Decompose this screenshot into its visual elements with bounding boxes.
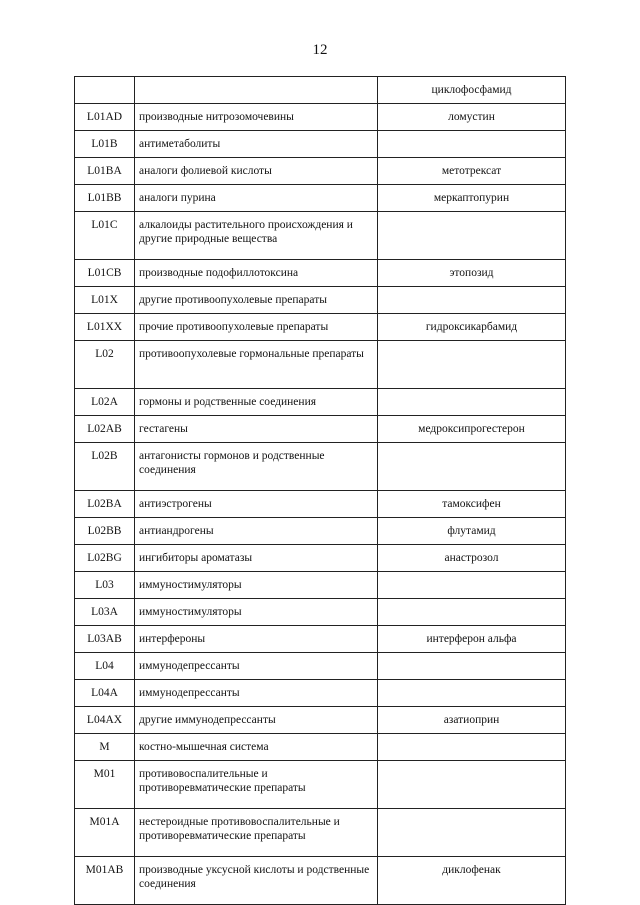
table-row [75, 287, 566, 314]
group-name-cell: прочие противоопухолевые препараты [135, 314, 378, 341]
atc-code-cell: L02BB [75, 518, 135, 545]
drug-name-cell: диклофенак [378, 857, 566, 905]
group-name-cell: нестероидные противовоспалительные и противоревматические препараты [135, 809, 378, 857]
table-row [75, 626, 566, 653]
group-name-cell: другие иммунодепрессанты [135, 707, 378, 734]
group-name-cell: антагонисты гормонов и родственные соединения [135, 443, 378, 491]
table-row [75, 491, 566, 518]
drug-name-cell: метотрексат [378, 158, 566, 185]
drug-name-cell [378, 287, 566, 314]
drug-name-cell [378, 131, 566, 158]
table-row [75, 545, 566, 572]
atc-code-cell: L01CB [75, 260, 135, 287]
table-row [75, 761, 566, 809]
table-row [75, 599, 566, 626]
group-name-cell: антиметаболиты [135, 131, 378, 158]
atc-code-cell: L04 [75, 653, 135, 680]
drug-name-cell: ломустин [378, 104, 566, 131]
group-name-cell [135, 77, 378, 104]
drug-name-cell: азатиоприн [378, 707, 566, 734]
table-row [75, 443, 566, 491]
drug-name-cell [378, 809, 566, 857]
group-name-cell: иммуностимуляторы [135, 572, 378, 599]
drug-name-cell: меркаптопурин [378, 185, 566, 212]
drug-name-cell [378, 653, 566, 680]
atc-code-cell: L03 [75, 572, 135, 599]
drug-name-cell [378, 572, 566, 599]
atc-code-cell: L03AB [75, 626, 135, 653]
table-row [75, 680, 566, 707]
drug-name-cell [378, 680, 566, 707]
table-row [75, 104, 566, 131]
atc-code-cell: L02A [75, 389, 135, 416]
group-name-cell: иммуностимуляторы [135, 599, 378, 626]
group-name-cell: другие противоопухолевые препараты [135, 287, 378, 314]
group-name-cell: иммунодепрессанты [135, 680, 378, 707]
atc-table-body [75, 77, 566, 905]
atc-code-cell: L02B [75, 443, 135, 491]
atc-code-cell: L01X [75, 287, 135, 314]
drug-name-cell: медроксипрогестерон [378, 416, 566, 443]
drug-name-cell: анастрозол [378, 545, 566, 572]
atc-code-cell: L04AX [75, 707, 135, 734]
table-row [75, 341, 566, 389]
table-row [75, 158, 566, 185]
table-row [75, 809, 566, 857]
atc-code-cell: L01BB [75, 185, 135, 212]
atc-code-cell: L02 [75, 341, 135, 389]
atc-code-cell: L01C [75, 212, 135, 260]
table-row [75, 518, 566, 545]
table-row [75, 314, 566, 341]
group-name-cell: аналоги пурина [135, 185, 378, 212]
page-number: 12 [312, 42, 328, 58]
atc-code-cell: M01AB [75, 857, 135, 905]
atc-code-cell: L04A [75, 680, 135, 707]
drug-name-cell [378, 761, 566, 809]
atc-code-cell: L03A [75, 599, 135, 626]
atc-code-cell: L02BG [75, 545, 135, 572]
atc-code-cell: L01XX [75, 314, 135, 341]
group-name-cell: алкалоиды растительного происхождения и другие природные вещества [135, 212, 378, 260]
drug-name-cell [378, 734, 566, 761]
atc-code-cell [75, 77, 135, 104]
drug-name-cell [378, 212, 566, 260]
group-name-cell: гормоны и родственные соединения [135, 389, 378, 416]
group-name-cell: производные подофиллотоксина [135, 260, 378, 287]
table-row [75, 416, 566, 443]
atc-code-cell: L01BA [75, 158, 135, 185]
drug-name-cell: флутамид [378, 518, 566, 545]
group-name-cell: антиандрогены [135, 518, 378, 545]
table-row [75, 212, 566, 260]
group-name-cell: иммунодепрессанты [135, 653, 378, 680]
group-name-cell: ингибиторы ароматазы [135, 545, 378, 572]
atc-code-cell: L02AB [75, 416, 135, 443]
table-row [75, 131, 566, 158]
group-name-cell: интерфероны [135, 626, 378, 653]
drug-name-cell: циклофосфамид [378, 77, 566, 104]
atc-code-cell: M01 [75, 761, 135, 809]
atc-code-cell: M [75, 734, 135, 761]
table-row [75, 707, 566, 734]
atc-code-cell: M01A [75, 809, 135, 857]
drug-name-cell [378, 443, 566, 491]
atc-code-cell: L01B [75, 131, 135, 158]
group-name-cell: гестагены [135, 416, 378, 443]
group-name-cell: антиэстрогены [135, 491, 378, 518]
group-name-cell: костно-мышечная система [135, 734, 378, 761]
atc-code-cell: L01AD [75, 104, 135, 131]
table-row [75, 734, 566, 761]
drug-name-cell: этопозид [378, 260, 566, 287]
group-name-cell: противоопухолевые гормональные препараты [135, 341, 378, 389]
group-name-cell: аналоги фолиевой кислоты [135, 158, 378, 185]
atc-drug-table [74, 76, 566, 905]
table-row [75, 77, 566, 104]
table-row [75, 260, 566, 287]
drug-name-cell [378, 599, 566, 626]
group-name-cell: противовоспалительные и противоревматические препараты [135, 761, 378, 809]
table-row [75, 572, 566, 599]
table-row [75, 857, 566, 905]
drug-name-cell: интерферон альфа [378, 626, 566, 653]
table-row [75, 653, 566, 680]
group-name-cell: производные нитрозомочевины [135, 104, 378, 131]
drug-name-cell: тамоксифен [378, 491, 566, 518]
table-row [75, 389, 566, 416]
table-row [75, 185, 566, 212]
drug-name-cell [378, 341, 566, 389]
drug-name-cell [378, 389, 566, 416]
drug-name-cell: гидроксикарбамид [378, 314, 566, 341]
group-name-cell: производные уксусной кислоты и родственные соединения [135, 857, 378, 905]
atc-code-cell: L02BA [75, 491, 135, 518]
